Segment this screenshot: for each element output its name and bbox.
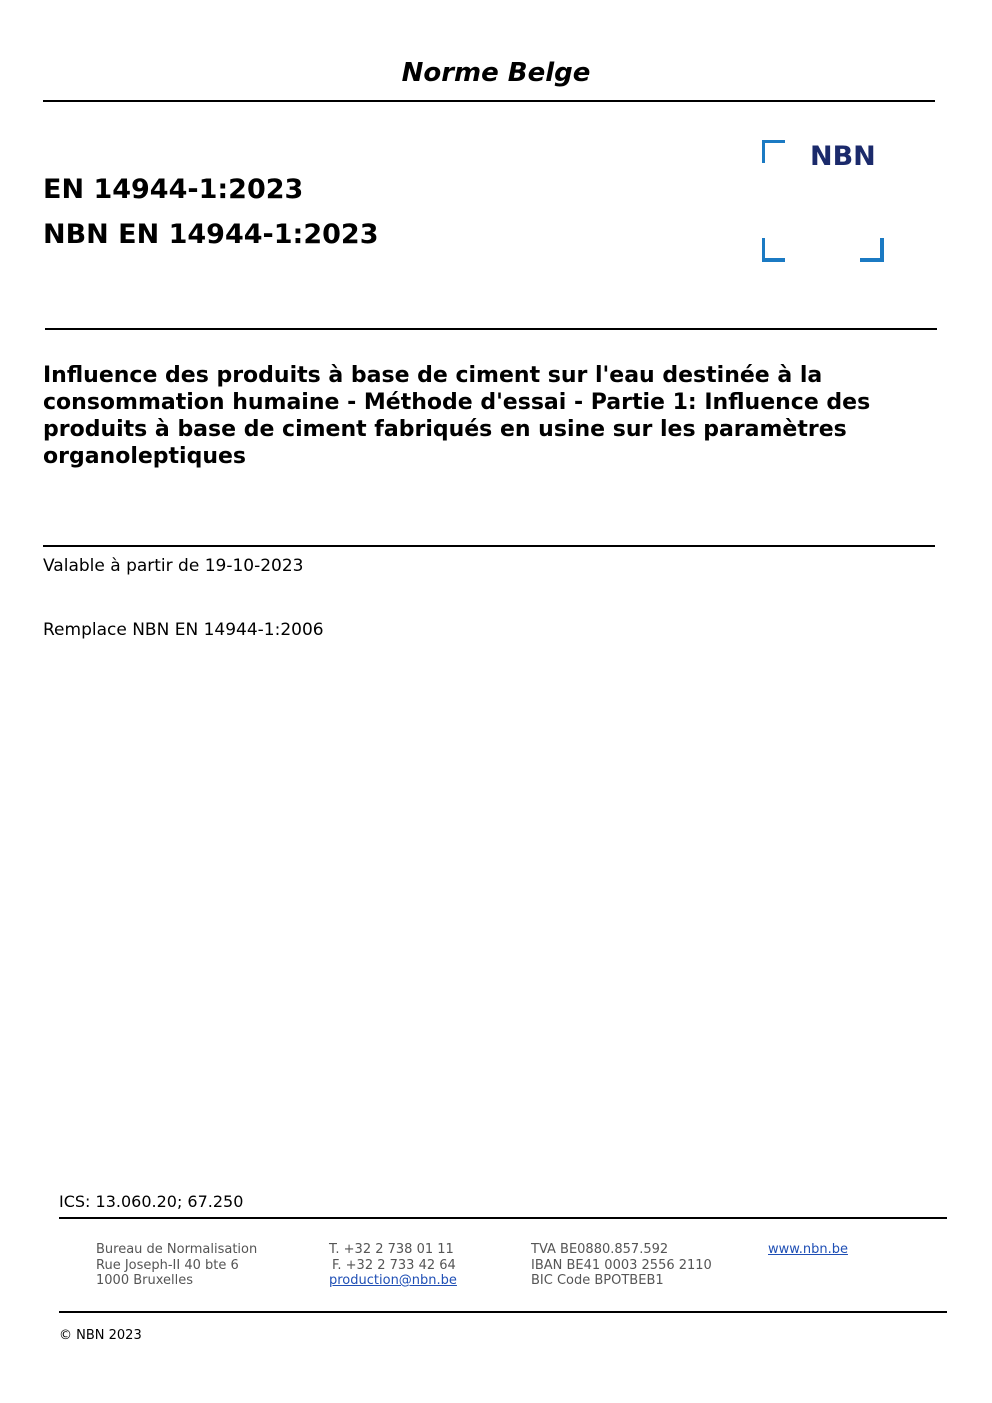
address-line: Bureau de Normalisation [96,1242,258,1257]
divider [45,328,937,330]
page-header-title: Norme Belge [401,58,591,88]
footer-contact [329,1242,457,1289]
ics-codes: ICS: 13.060.20; 67.250 [59,1192,244,1211]
vat-number: TVA BE0880.857.592 [531,1242,669,1257]
nbn-reference: NBN EN 14944-1:2023 [43,219,379,250]
address-line: Rue Joseph-II 40 bte 6 [96,1257,239,1273]
document-title: Influence des produits à base de ciment sur l'eau destinée à la consommation humaine - Méthode d'essai - Partie 1: Influence des produits à base de ciment fabriqués en usine sur les paramètres organoleptiques [43,363,871,469]
bic-code: BIC Code BPOTBEB1 [531,1273,664,1288]
iban: IBAN BE41 0003 2556 2110 [531,1257,712,1273]
copyright: © NBN 2023 [59,1328,142,1343]
divider [43,100,935,102]
nbn-logo [762,140,886,264]
footer-bank [531,1242,712,1289]
en-reference: EN 14944-1:2023 [43,174,304,205]
address-line: 1000 Bruxelles [96,1273,194,1288]
website-link[interactable]: www.nbn.be [768,1242,848,1257]
logo-text: NBN [810,141,876,172]
replaces-note: Remplace NBN EN 14944-1:2006 [43,620,324,640]
divider [43,545,935,547]
fax-number: F. +32 2 733 42 64 [332,1257,456,1273]
footer-web [768,1242,848,1258]
validity-date: Valable à partir de 19-10-2023 [43,556,304,576]
divider [59,1217,947,1219]
divider [59,1311,947,1313]
email-link[interactable]: production@nbn.be [329,1273,457,1288]
phone-number: T. +32 2 738 01 11 [329,1242,454,1257]
footer-address [96,1242,257,1289]
